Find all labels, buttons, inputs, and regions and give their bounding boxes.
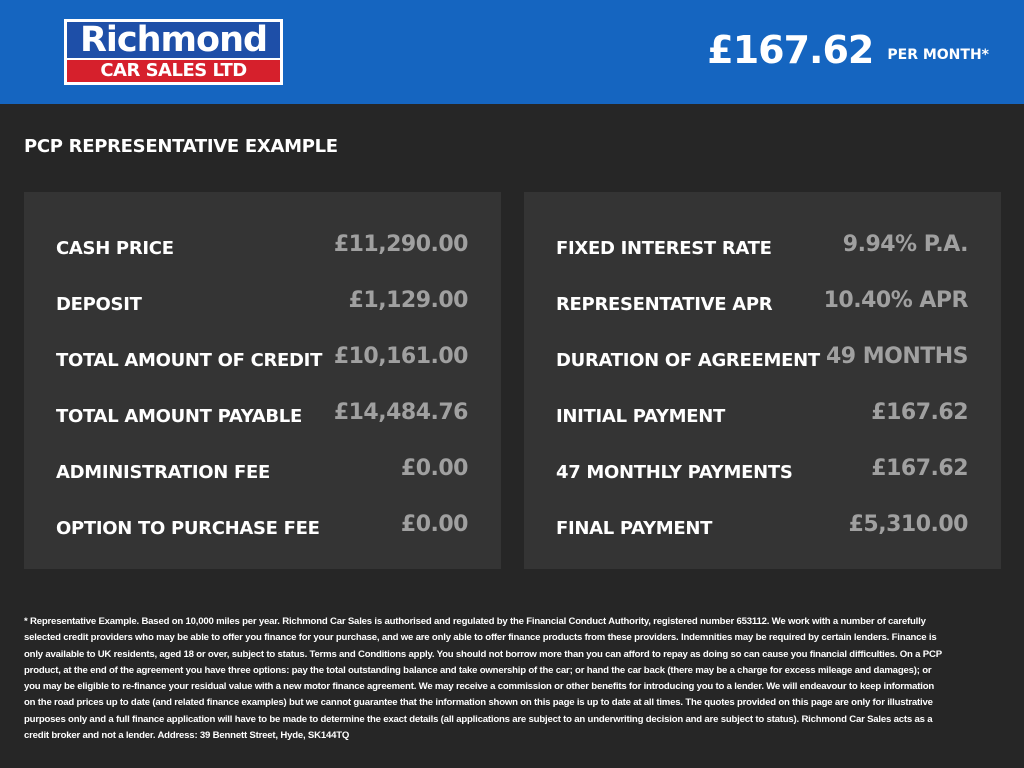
finance-value: £10,161.00 [333, 344, 468, 369]
footer [0, 592, 1024, 768]
finance-label: 47 MONTHLY PAYMENTS [556, 462, 793, 483]
monthly-price [707, 28, 989, 72]
finance-panel-left [24, 192, 501, 569]
finance-label: OPTION TO PURCHASE FEE [56, 518, 320, 539]
finance-row [556, 397, 968, 427]
monthly-price-suffix: PER MONTH* [887, 47, 989, 63]
finance-label: INITIAL PAYMENT [556, 406, 725, 427]
section-title: PCP REPRESENTATIVE EXAMPLE [24, 136, 338, 157]
finance-row [556, 285, 968, 315]
finance-label: CASH PRICE [56, 238, 174, 259]
disclaimer-text: * Representative Example. Based on 10,000 miles per year. Richmond Car Sales is authorised and regulated by the Financial Conduct Authority, registered number 653112. We work with a number of carefully selected credit providers who may be able to offer you finance for your purchase, and we are only able to offer finance products from these providers. Indemnities may be required by certain lenders. Finance is only available to UK residents, aged 18 or over, subject to status. Terms and Conditions apply. You should not borrow more than you can afford to repay as doing so can cause you financial difficulties. On a PCP product, at the end of the agreement you have three options: pay the total outstanding balance and take ownership of the car; or hand the car back (there may be a charge for excess mileage and damages); or you may be eligible to re-finance your residual value with a new motor finance agreement. We may receive a commission or other benefits for introducing you to a lender. We will endeavour to keep information on the road prices up to date (and related finance examples) but we cannot guarantee that the information shown on this page is up to date at all times. The quotes provided on this page are only for illustrative purposes only and a full finance application will have to be made to determine the exact details (all applications are subject to an underwriting decision and are subject to status). Richmond Car Sales acts as a credit broker and not a lender. Address: 39 Bennett Street, Hyde, SK144TQ [24, 616, 942, 742]
finance-panel-right [524, 192, 1001, 569]
finance-row [56, 453, 468, 483]
richmond-logo[interactable] [64, 19, 283, 85]
finance-value: £0.00 [400, 456, 468, 481]
finance-label: TOTAL AMOUNT OF CREDIT [56, 350, 323, 371]
finance-label: FINAL PAYMENT [556, 518, 713, 539]
finance-label: DURATION OF AGREEMENT [556, 350, 820, 371]
finance-value: 49 MONTHS [825, 344, 968, 369]
finance-value: £0.00 [400, 512, 468, 537]
header-bar [0, 0, 1024, 104]
finance-value: £11,290.00 [333, 232, 468, 257]
finance-value: £14,484.76 [333, 400, 468, 425]
finance-label: ADMINISTRATION FEE [56, 462, 270, 483]
finance-row [556, 341, 968, 371]
finance-row [56, 509, 468, 539]
finance-row [556, 509, 968, 539]
finance-label: TOTAL AMOUNT PAYABLE [56, 406, 302, 427]
logo-name: Richmond [67, 22, 280, 58]
finance-row [556, 229, 968, 259]
finance-row [556, 453, 968, 483]
monthly-price-amount: £167.62 [707, 28, 874, 72]
finance-value: £5,310.00 [848, 512, 968, 537]
logo-subtitle: CAR SALES LTD [67, 60, 280, 82]
finance-row [56, 397, 468, 427]
finance-row [56, 341, 468, 371]
finance-value: 10.40% APR [823, 288, 968, 313]
finance-value: £167.62 [871, 400, 968, 425]
finance-row [56, 229, 468, 259]
finance-label: FIXED INTEREST RATE [556, 238, 772, 259]
finance-row [56, 285, 468, 315]
finance-label: DEPOSIT [56, 294, 142, 315]
finance-value: £167.62 [871, 456, 968, 481]
finance-label: REPRESENTATIVE APR [556, 294, 773, 315]
finance-value: 9.94% P.A. [842, 232, 968, 257]
finance-value: £1,129.00 [348, 288, 468, 313]
